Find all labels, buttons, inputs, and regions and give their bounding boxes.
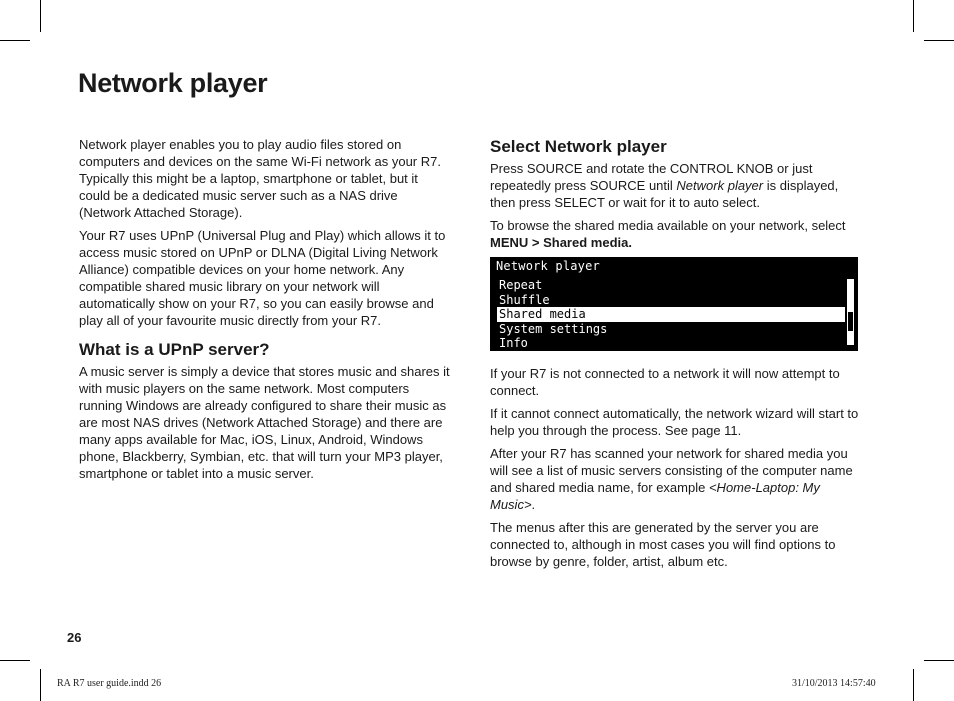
menu-path: MENU > Shared media. [490, 235, 632, 250]
crop-mark [913, 0, 914, 32]
print-slug-file: RA R7 user guide.indd 26 [57, 678, 162, 689]
lcd-menu-item-repeat: Repeat [499, 278, 543, 292]
print-slug-datetime: 31/10/2013 14:57:40 [792, 678, 876, 689]
crop-mark [40, 0, 41, 32]
connect-paragraph: If your R7 is not connected to a network it will now attempt to connect. [490, 366, 840, 398]
right-column [490, 136, 862, 576]
crop-mark [0, 40, 30, 41]
intro-paragraph: Network player enables you to play audio files stored on computers and devices on the same Wi-Fi network as your R7. Typically this might be a laptop, smartphone or tablet, but it could be a dedicated music server such as a NAS drive (Network Attached Storage). [79, 137, 441, 220]
lcd-display [490, 257, 858, 351]
crop-mark [40, 669, 41, 701]
wizard-paragraph: If it cannot connect automatically, the network wizard will start to help you through the process. See page 11. [490, 406, 859, 438]
select-network-heading: Select Network player [490, 137, 667, 156]
lcd-menu-item-shared-media: Shared media [497, 307, 845, 322]
select-paragraph: Press SOURCE and rotate the CONTROL KNOB or just repeatedly press SOURCE until Network player is displayed, then press SELECT or wait for it to auto select. [490, 161, 839, 210]
upnp-paragraph: A music server is simply a device that stores music and shares it with music players on the same network. Most computers running Windows are already configured to share their music as are most NAS drives (Network Attached Storage) and there are many apps available for Mac, iOS, Linux, Android, Windows phone, Blackberry, Symbian, etc. that will turn your MP3 player, smartphone or tablet into a music server. [79, 364, 450, 481]
lcd-menu [497, 278, 845, 351]
crop-mark [0, 660, 30, 661]
lcd-scroll-thumb [848, 312, 853, 331]
lcd-title: Network player [496, 259, 600, 273]
lcd-scrollbar [847, 279, 854, 345]
menus-paragraph: The menus after this are generated by the server you are connected to, although in most cases you will find options to browse by genre, folder, artist, album etc. [490, 520, 836, 569]
upnp-intro-paragraph: Your R7 uses UPnP (Universal Plug and Play) which allows it to access music stored on UPnP or DLNA (Digital Living Network Alliance) compatible devices on your home network. Any compatible shared music library on your network will automatically show on your R7, so you can easily browse and play all of your favourite music directly from your R7. [79, 228, 446, 328]
page-number: 26 [67, 630, 82, 645]
browse-paragraph: To browse the shared media available on your network, select MENU > Shared media. [490, 218, 846, 250]
lcd-menu-item-system-settings: System settings [499, 321, 608, 336]
left-column [79, 136, 451, 488]
server-example: <Home-Laptop: My Music> [490, 480, 820, 512]
crop-mark [924, 40, 954, 41]
network-player-term: Network player [676, 178, 764, 193]
page-title: Network player [78, 68, 268, 98]
lcd-menu-item-shuffle: Shuffle [499, 292, 550, 307]
crop-mark [913, 669, 914, 701]
crop-mark [924, 660, 954, 661]
upnp-heading: What is a UPnP server? [79, 340, 270, 359]
lcd-menu-item-info: Info [499, 336, 528, 350]
scan-paragraph: After your R7 has scanned your network for shared media you will see a list of music servers consisting of the computer name and shared media name, for example <Home-Laptop: My Music>. [490, 446, 853, 512]
